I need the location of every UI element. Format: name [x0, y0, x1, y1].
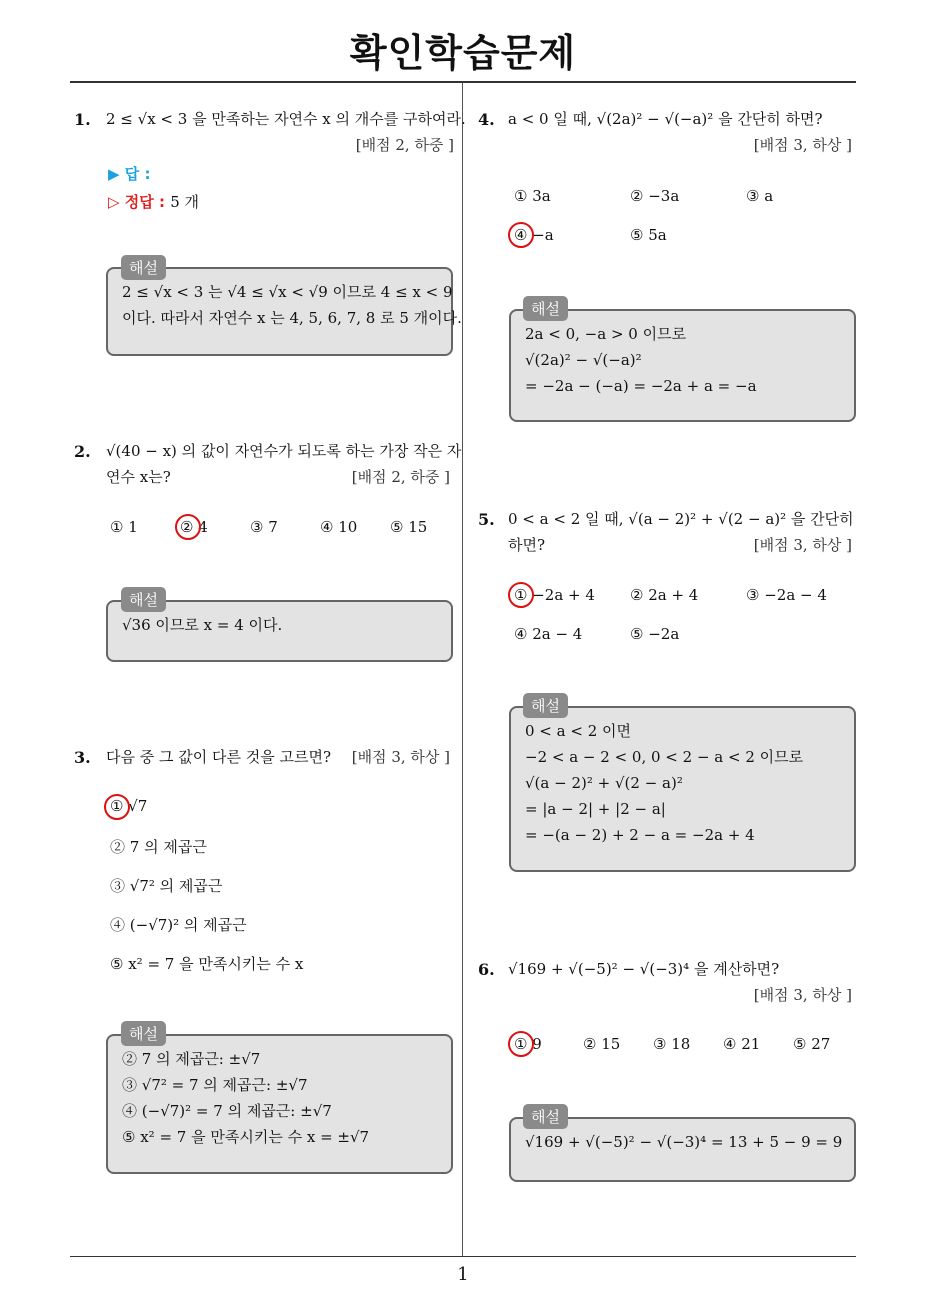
answer-circle [104, 794, 130, 820]
question-text: a < 0 일 때, √(2a)² − √(−a)² 을 간단히 하면? [508, 110, 823, 128]
bottom-rule [70, 1256, 856, 1257]
choice-5[interactable]: ⑤ −2a [630, 625, 680, 643]
choice-3[interactable]: ③ √7² 의 제곱근 [110, 877, 223, 895]
explanation-line: √36 이므로 x = 4 이다. [122, 616, 283, 634]
explanation-box [106, 1034, 453, 1174]
correct-answer-value: 5 개 [170, 193, 200, 211]
question-text: √169 + √(−5)² − √(−3)⁴ 을 계산하면? [508, 960, 780, 978]
explanation-line: ③ √7² = 7 의 제곱근: ±√7 [122, 1076, 308, 1094]
explanation-line: ⑤ x² = 7 을 만족시키는 수 x = ±√7 [122, 1128, 370, 1146]
explanation-box [509, 309, 856, 422]
question-number: 1. [74, 110, 91, 129]
explanation-line: 2 ≤ √x < 3 는 √4 ≤ √x < √9 이므로 4 ≤ x < 9 [122, 283, 453, 301]
column-divider [462, 83, 463, 1256]
question-meta: [배점 3, 하상 ] [351, 748, 450, 766]
question-meta: [배점 3, 하상 ] [753, 986, 852, 1004]
explanation-tag: 해설 [121, 587, 166, 612]
question-number: 2. [74, 442, 91, 461]
explanation-line: √169 + √(−5)² − √(−3)⁴ = 13 + 5 − 9 = 9 [525, 1133, 843, 1151]
explanation-line: −2 < a − 2 < 0, 0 < 2 − a < 2 이므로 [525, 748, 804, 766]
choice-3[interactable]: ③ a [746, 187, 774, 205]
choice-5[interactable]: ⑤ 15 [390, 518, 428, 536]
choice-3[interactable]: ③ 18 [653, 1035, 691, 1053]
choice-2[interactable]: ② 2a + 4 [630, 586, 699, 604]
choice-1[interactable]: ① 9 [514, 1035, 542, 1053]
choice-2[interactable]: ② −3a [630, 187, 680, 205]
top-rule [70, 81, 856, 83]
explanation-line: ② 7 의 제곱근: ±√7 [122, 1050, 261, 1068]
choice-2[interactable]: ② 7 의 제곱근 [110, 838, 207, 856]
correct-answer [108, 191, 199, 212]
question-text: 다음 중 그 값이 다른 것을 고르면? [106, 748, 332, 766]
explanation-box [106, 267, 462, 356]
question-text: 0 < a < 2 일 때, √(a − 2)² + √(2 − a)² 을 간단히 [508, 510, 854, 528]
question-number: 4. [478, 110, 495, 129]
choice-4[interactable]: ④ 2a − 4 [514, 625, 583, 643]
choice-5[interactable]: ⑤ 5a [630, 226, 667, 244]
explanation-tag: 해설 [121, 1021, 166, 1046]
correct-answer-label: ▷ 정답 : [108, 193, 165, 211]
question-number: 5. [478, 510, 495, 529]
question-text-cont: 연수 x는? [106, 468, 171, 486]
explanation-line: √(a − 2)² + √(2 − a)² [525, 774, 683, 792]
page-title: 확인학습문제 [349, 31, 577, 75]
choice-3[interactable]: ③ −2a − 4 [746, 586, 827, 604]
answer-circle [508, 1031, 534, 1057]
question-text-cont: 하면? [508, 536, 546, 554]
page-number: 1 [457, 1264, 469, 1285]
choice-2[interactable]: ② 15 [583, 1035, 621, 1053]
choice-4[interactable]: ④ 21 [723, 1035, 761, 1053]
question-meta: [배점 3, 하상 ] [753, 536, 852, 554]
question-meta: [배점 3, 하상 ] [753, 136, 852, 154]
explanation-line: 이다. 따라서 자연수 x 는 4, 5, 6, 7, 8 로 5 개이다. [122, 309, 462, 327]
explanation-tag: 해설 [523, 693, 568, 718]
choice-4[interactable]: ④ (−√7)² 의 제곱근 [110, 916, 247, 934]
explanation-line: = −2a − (−a) = −2a + a = −a [525, 377, 757, 395]
choice-2[interactable]: ② 4 [180, 518, 208, 536]
explanation-line: 2a < 0, −a > 0 이므로 [525, 325, 687, 343]
choice-4[interactable]: ④ −a [514, 226, 554, 244]
question-text: √(40 − x) 의 값이 자연수가 되도록 하는 가장 작은 자 [106, 442, 462, 460]
question-number: 6. [478, 960, 495, 979]
explanation-line: 0 < a < 2 이면 [525, 722, 631, 740]
choice-1[interactable]: ① 3a [514, 187, 551, 205]
explanation-line: = |a − 2| + |2 − a| [525, 800, 666, 818]
explanation-tag: 해설 [121, 255, 166, 280]
explanation-box [509, 706, 856, 872]
question-meta: [배점 2, 하중 ] [355, 136, 454, 154]
explanation-line: √(2a)² − √(−a)² [525, 351, 642, 369]
choice-5[interactable]: ⑤ 27 [793, 1035, 831, 1053]
explanation-line: = −(a − 2) + 2 − a = −2a + 4 [525, 826, 755, 844]
choice-1[interactable]: ① √7 [110, 797, 148, 815]
choice-3[interactable]: ③ 7 [250, 518, 278, 536]
answer-label: ▶ 답 : [108, 165, 151, 183]
choice-1[interactable]: ① −2a + 4 [514, 586, 595, 604]
answer-circle [508, 582, 534, 608]
choice-4[interactable]: ④ 10 [320, 518, 358, 536]
answer-circle [508, 222, 534, 248]
choice-5[interactable]: ⑤ x² = 7 을 만족시키는 수 x [110, 955, 304, 973]
question-meta: [배점 2, 하중 ] [351, 468, 450, 486]
explanation-line: ④ (−√7)² = 7 의 제곱근: ±√7 [122, 1102, 332, 1120]
choice-1[interactable]: ① 1 [110, 518, 138, 536]
answer-circle [175, 514, 201, 540]
explanation-tag: 해설 [523, 296, 568, 321]
question-number: 3. [74, 748, 91, 767]
explanation-tag: 해설 [523, 1104, 568, 1129]
question-text: 2 ≤ √x < 3 을 만족하는 자연수 x 의 개수를 구하여라. [106, 110, 466, 128]
